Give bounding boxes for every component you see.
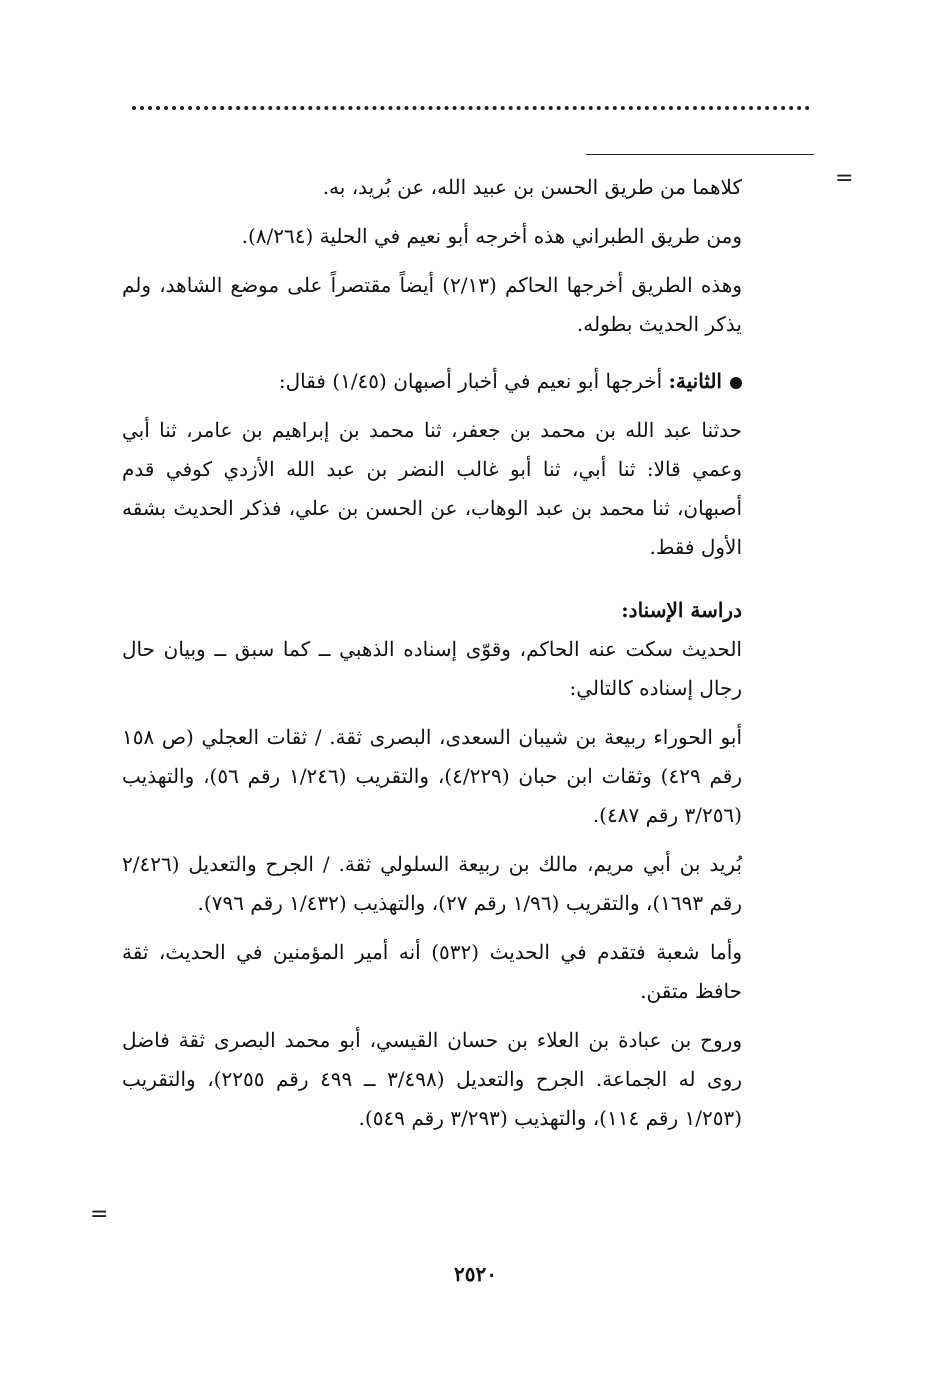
paragraph-1: كلاهما من طريق الحسن بن عبيد الله، عن بُريد، به.	[322, 175, 742, 199]
section-heading: دراسة الإسناد:	[621, 598, 742, 622]
continuation-mark-bottom: =	[90, 1202, 109, 1227]
paragraph-4-text: أخرجها أبو نعيم في أخبار أصبهان (١/٤٥) فقال:	[278, 369, 663, 393]
paragraph-6: الحديث سكت عنه الحاكم، وقوّى إسناده الذهبي ــ كما سبق ــ وبيان حال رجال إسناده كالتالي:	[122, 637, 742, 700]
continuation-mark-top: =	[835, 166, 854, 191]
paragraph-2: ومن طريق الطبراني هذه أخرجه أبو نعيم في الحلية (٨/٢٦٤).	[241, 224, 742, 248]
paragraph-3: وهذه الطريق أخرجها الحاكم (٢/١٣) أيضاً مقتصراً على موضع الشاهد، ولم يذكر الحديث بطوله.	[122, 273, 743, 336]
dotted-divider	[132, 106, 810, 110]
footnote-body	[122, 168, 742, 1148]
paragraph-4	[122, 362, 742, 401]
paragraph-8: بُريد بن أبي مريم، مالك بن ربيعة السلولي ثقة. / الجرح والتعديل (٢/٤٢٦ رقم ١٦٩٣)، والتقريب (١/٩٦ رقم ٢٧)، والتهذيب (١/٤٣٢ رقم ٧٩٦).	[122, 852, 742, 915]
paragraph-10: وروح بن عبادة بن العلاء بن حسان القيسي، أبو محمد البصرى ثقة فاضل روى له الجماعة. الجرح والتعديل (٣/٤٩٨ ــ ٤٩٩ رقم ٢٢٥٥)، والتقريب (١/٢٥٣ رقم ١١٤)، والتهذيب (٣/٢٩٣ رقم ٥٤٩).	[122, 1028, 742, 1130]
bullet-icon	[730, 377, 742, 389]
paragraph-5: حدثنا عبد الله بن محمد بن جعفر، ثنا محمد بن إبراهيم بن عامر، ثنا أبي وعمي قالا: ثنا أبي، ثنا أبو غالب النضر بن عبد الله الأزدي كوفي قدم أصبهان، ثنا محمد بن عبد الوهاب، عن الحسن بن علي، فذكر الحديث بشقه الأول فقط.	[122, 418, 743, 559]
page-number: ٢٥٢٠	[454, 1262, 497, 1286]
paragraph-9: وأما شعبة فتقدم في الحديث (٥٣٢) أنه أمير المؤمنين في الحديث، ثقة حافظ متقن.	[122, 940, 742, 1003]
paragraph-4-label: الثانية:	[668, 369, 722, 393]
footnote-rule	[586, 154, 814, 155]
paragraph-7: أبو الحوراء ربيعة بن شيبان السعدى، البصرى ثقة. / ثقات العجلي (ص ١٥٨ رقم ٤٢٩) وثقات ابن حبان (٤/٢٢٩)، والتقريب (١/٢٤٦ رقم ٥٦)، والتهذيب (٣/٢٥٦ رقم ٤٨٧).	[122, 725, 743, 827]
